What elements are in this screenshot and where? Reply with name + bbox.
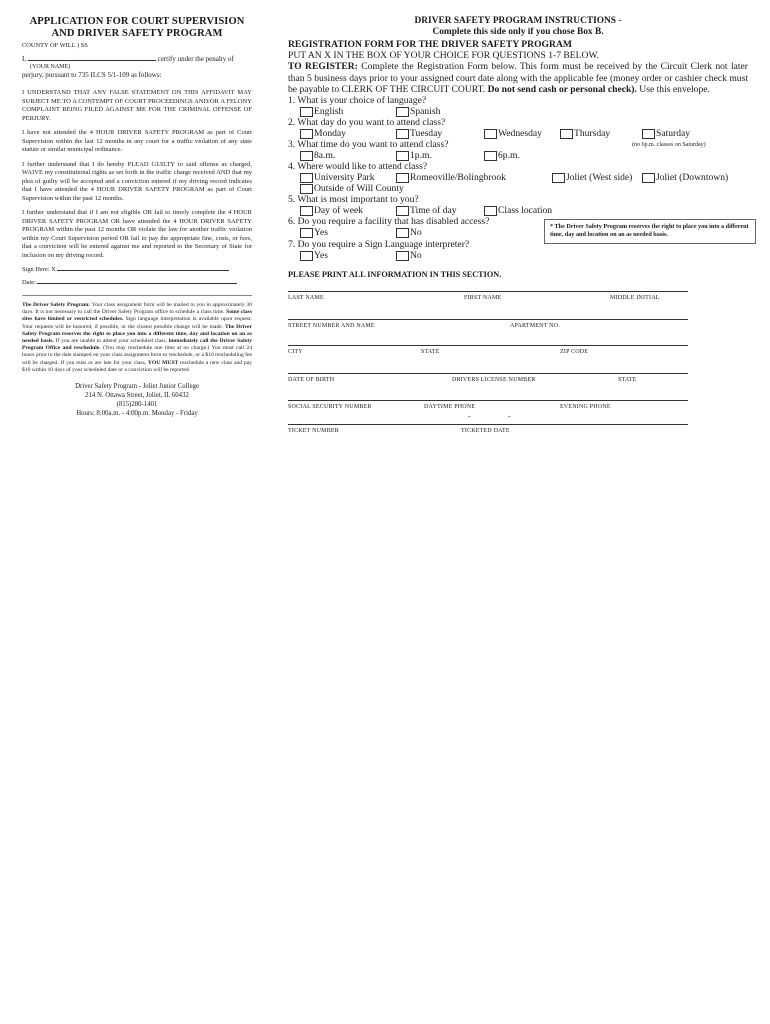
option-joliet-west[interactable] xyxy=(552,172,632,183)
name-line[interactable] xyxy=(288,291,688,292)
checkbox[interactable] xyxy=(396,206,409,216)
to-register-text: Complete the Registration Form below. This form must be received by the Circuit Clerk not later than 5 business days prior to your assigned court date along with the applicable fee (money order or cashier check must be payable to CLERK OF THE CIRCUIT COURT. xyxy=(288,61,748,95)
checkbox[interactable] xyxy=(300,228,313,238)
option-label: Romeoville/Bolingbrook xyxy=(410,172,506,184)
day-phone-label: DAYTIME PHONE xyxy=(424,404,476,411)
street-label: STREET NUMBER AND NAME xyxy=(288,323,375,330)
phone-line[interactable] xyxy=(288,400,688,401)
dl-state-label: STATE xyxy=(618,377,637,384)
to-register-paragraph xyxy=(288,61,748,95)
checkbox[interactable] xyxy=(300,129,313,139)
program-note-text-3: If you are unable to attend your scheduled class, xyxy=(53,338,169,345)
question-3: 3. What time do you want to attend class? xyxy=(288,139,449,151)
instructions-column xyxy=(288,16,748,515)
option-label: Yes xyxy=(314,250,328,262)
program-note-bold-4: YOU MUST xyxy=(147,359,179,366)
option-interpreter-yes[interactable] xyxy=(300,250,328,261)
program-note xyxy=(22,302,252,374)
option-monday[interactable] xyxy=(300,128,346,139)
option-saturday[interactable] xyxy=(642,128,690,139)
i-prefix: I, xyxy=(22,55,27,64)
checkbox[interactable] xyxy=(552,173,565,183)
last-name-label: LAST NAME xyxy=(288,295,324,302)
ssn-label: SOCIAL SECURITY NUMBER xyxy=(288,404,372,411)
checkbox[interactable] xyxy=(396,173,409,183)
option-label: 6p.m. xyxy=(498,150,520,162)
your-name-field[interactable] xyxy=(28,60,156,61)
option-label: No xyxy=(410,227,422,239)
checkbox[interactable] xyxy=(300,173,313,183)
checkbox[interactable] xyxy=(642,129,655,139)
question-1: 1. What is your choice of language? xyxy=(288,95,427,107)
program-note-lead: The Driver Safety Program: xyxy=(22,302,91,309)
questions-area xyxy=(288,95,748,515)
option-time-of-day[interactable] xyxy=(396,205,457,216)
program-note-text-1: Your class assignment form will be mailed to you in approximately 30 days. It is not necessary to call the Driver Safety Program office to schedule a class time. xyxy=(22,302,252,316)
signature-field[interactable] xyxy=(57,270,229,271)
phone-dash-1: - xyxy=(468,412,471,422)
question-7: 7. Do you require a Sign Language interpreter? xyxy=(288,239,470,251)
checkbox[interactable] xyxy=(642,173,655,183)
checkbox[interactable] xyxy=(396,251,409,261)
checkbox[interactable] xyxy=(484,151,497,161)
understand-paragraph: I UNDERSTAND THAT ANY FALSE STATEMENT ON THIS AFFIDAVIT MAY SUBJECT ME TO A CONTEMPT OF COURT PROCEEDINGS AND/OR A FELONY COMPLAINT BEING FILED AGAINST ME FOR THE CRIMINAL OFFENSE OF PERJURY. xyxy=(22,89,252,122)
date-label: Date: xyxy=(22,278,36,286)
option-8am[interactable] xyxy=(300,150,335,161)
contact-block xyxy=(22,382,252,418)
option-day-of-week[interactable] xyxy=(300,205,363,216)
option-tuesday[interactable] xyxy=(396,128,442,139)
print-all-heading: PLEASE PRINT ALL INFORMATION IN THIS SECTION. xyxy=(288,270,502,280)
option-interpreter-no[interactable] xyxy=(396,250,422,261)
signature-row xyxy=(22,266,252,274)
contact-address: 214 N. Ottawa Street, Joliet, IL 60432 xyxy=(85,392,189,400)
instructions-title xyxy=(288,16,748,38)
option-label: Wednesday xyxy=(498,128,542,140)
certify-text: certify under the penalty of xyxy=(157,55,234,64)
option-english[interactable] xyxy=(300,106,343,117)
checkbox[interactable] xyxy=(484,129,497,139)
option-label: Class location xyxy=(498,205,553,217)
checkbox[interactable] xyxy=(396,107,409,117)
application-title xyxy=(22,16,252,40)
city-line[interactable] xyxy=(288,345,688,346)
registration-title: REGISTRATION FORM FOR THE DRIVER SAFETY PROGRAM xyxy=(288,39,572,50)
option-university-park[interactable] xyxy=(300,172,375,183)
program-note-bold-2: The Driver Safety Program reserves the right to place you into a different time, day and location on an as needed basis. xyxy=(22,323,252,345)
option-label: Joliet (Downtown) xyxy=(656,172,729,184)
program-note-text-4: (You may reschedule one time at no charge.) You must call 24 hours prior to the date stamped on your class assignment form to reschedule, or a $10 rescheduling fee will be charged. If you miss or are late for your class, xyxy=(22,345,252,366)
option-label: Monday xyxy=(314,128,346,140)
perjury-line: perjury, pursuant to 735 ILCS 5/1-109 as follows: xyxy=(22,70,162,79)
plead-guilty-paragraph: I further understand that I do hereby PLEAD GUILTY to said offense as charged, WAIVE my constitutional rights as set forth in the traffic charge received AND that my plea of guilty will be accepted and a conviction entered if my driving record indicates that I have attended the 4 HOUR DRIVER SAFETY PROGRAM as part of Court Supervision within the past 12 months. xyxy=(22,160,252,202)
ticketed-date-label: TICKETED DATE xyxy=(461,428,510,435)
application-title-line2: AND DRIVER SAFETY PROGRAM xyxy=(51,28,223,39)
option-spanish[interactable] xyxy=(396,106,440,117)
program-note-text-2: Sign language interpretation is available upon request. Your requests will be honored, if possible, or the closest possible change will be made. xyxy=(22,316,253,330)
option-6pm[interactable] xyxy=(484,150,520,161)
option-label: Spanish xyxy=(410,106,441,118)
option-disabled-yes[interactable] xyxy=(300,227,328,238)
contact-hours: Hours: 8:00a.m. - 4:00p.m. Monday - Friday xyxy=(76,410,198,418)
date-row xyxy=(22,279,252,287)
put-x-instruction: PUT AN X IN THE BOX OF YOUR CHOICE FOR QUESTIONS 1-7 BELOW. xyxy=(288,50,600,61)
option-label: English xyxy=(314,106,344,118)
license-line[interactable] xyxy=(288,373,688,374)
checkbox[interactable] xyxy=(484,206,497,216)
date-field[interactable] xyxy=(37,283,237,284)
middle-initial-label: MIDDLE INITIAL xyxy=(610,295,660,302)
checkbox[interactable] xyxy=(396,129,409,139)
contact-name: Driver Safety Program - Joliet Junior College xyxy=(75,383,199,391)
your-name-label: (YOUR NAME) xyxy=(30,63,71,70)
instructions-title-line1: DRIVER SAFETY PROGRAM INSTRUCTIONS - xyxy=(414,16,622,26)
option-label: Joliet (West side) xyxy=(566,172,633,184)
checkbox[interactable] xyxy=(300,206,313,216)
program-note-bold-3: immediately call the Driver Safety Program Office and reschedule. xyxy=(22,338,252,352)
state-label: STATE xyxy=(421,349,440,356)
option-wednesday[interactable] xyxy=(484,128,542,139)
ticket-number-label: TICKET NUMBER xyxy=(288,428,339,435)
application-title-line1: APPLICATION FOR COURT SUPERVISION xyxy=(29,16,245,27)
zip-label: ZIP CODE xyxy=(560,349,589,356)
option-label: Thursday xyxy=(574,128,611,140)
instructions-title-line2: Complete this side only if you chose Box B. xyxy=(432,27,604,37)
option-joliet-downtown[interactable] xyxy=(642,172,728,183)
checkbox[interactable] xyxy=(300,184,313,194)
not-eligible-paragraph: I further understand that if I am not eligible OR fail to timely complete the 4 HOUR DRIVER SAFETY PROGRAM OR have attended the 4 HOUR DRIVER SAFETY PROGRAM within the past 12 months OR violate the law for another traffic violation within my Court Supervision period OR fail to pay the appropriate fine, costs, or fees, that a conviction will be entered against me and reported to the Secretary of State for inclusion on my driving record. xyxy=(22,209,252,259)
option-label: 8a.m. xyxy=(314,150,336,162)
option-thursday[interactable] xyxy=(560,128,610,139)
option-label: Outside of Will County xyxy=(314,183,404,195)
option-disabled-no[interactable] xyxy=(396,227,422,238)
option-romeoville[interactable] xyxy=(396,172,506,183)
dl-number-label: DRIVERS LICENSE NUMBER xyxy=(452,377,536,384)
option-label: No xyxy=(410,250,422,262)
option-1pm[interactable] xyxy=(396,150,432,161)
use-envelope-text: Use this envelope. xyxy=(636,83,710,95)
certify-line xyxy=(22,55,252,63)
county-line: COUNTY OF WILL ) SS xyxy=(22,42,88,49)
to-register-label: TO REGISTER: xyxy=(288,61,358,73)
first-name-label: FIRST NAME xyxy=(464,295,502,302)
option-class-location[interactable] xyxy=(484,205,552,216)
question-6: 6. Do you require a facility that has disabled access? xyxy=(288,216,490,228)
question-5: 5. What is most important to you? xyxy=(288,194,419,206)
saturday-note: (no 6p.m. classes on Saturday) xyxy=(632,142,706,149)
checkbox[interactable] xyxy=(396,151,409,161)
eve-phone-label: EVENING PHONE xyxy=(560,404,611,411)
option-label: University Park xyxy=(314,172,375,184)
option-label: Tuesday xyxy=(410,128,443,140)
program-note-text-5: reschedule a new class and pay $10 within 10 days of your scheduled date or a conviction will be reported. xyxy=(22,359,252,373)
option-outside-will[interactable] xyxy=(300,183,404,194)
option-label: Day of week xyxy=(314,205,364,217)
contact-phone: (815)280-1401 xyxy=(116,401,158,409)
apartment-label: APARTMENT NO. xyxy=(510,323,560,330)
question-2: 2. What day do you want to attend class? xyxy=(288,117,446,129)
ticket-line[interactable] xyxy=(288,424,688,425)
checkbox[interactable] xyxy=(560,129,573,139)
program-note-bold-1: Some class sites have limited or restricted schedules. xyxy=(22,309,252,323)
checkbox[interactable] xyxy=(300,151,313,161)
no-cash-warning: Do not send cash or personal check). xyxy=(487,83,637,95)
not-attended-paragraph: I have not attended the 4 HOUR DRIVER SAFETY PROGRAM as part of Court Supervision within the last 12 months in any court for a traffic violation of any state statute or similar municipal ordinance. xyxy=(22,129,252,154)
question-4: 4. Where would like to attend class? xyxy=(288,161,428,173)
checkbox[interactable] xyxy=(300,107,313,117)
application-column xyxy=(22,16,252,418)
option-label: Saturday xyxy=(656,128,691,140)
dob-label: DATE OF BIRTH xyxy=(288,377,335,384)
option-label: Yes xyxy=(314,227,328,239)
checkbox[interactable] xyxy=(396,228,409,238)
sign-here-label: Sign Here: X xyxy=(22,266,56,274)
address-line[interactable] xyxy=(288,319,688,320)
phone-dash-2: - xyxy=(508,412,511,422)
option-label: Time of day xyxy=(410,205,457,217)
reserve-note: * The Driver Safety Program reserves the right to place you into a different time, day and location on an as needed basis. xyxy=(544,219,756,244)
checkbox[interactable] xyxy=(300,251,313,261)
city-label: CITY xyxy=(288,349,303,356)
option-label: 1p.m. xyxy=(410,150,432,162)
